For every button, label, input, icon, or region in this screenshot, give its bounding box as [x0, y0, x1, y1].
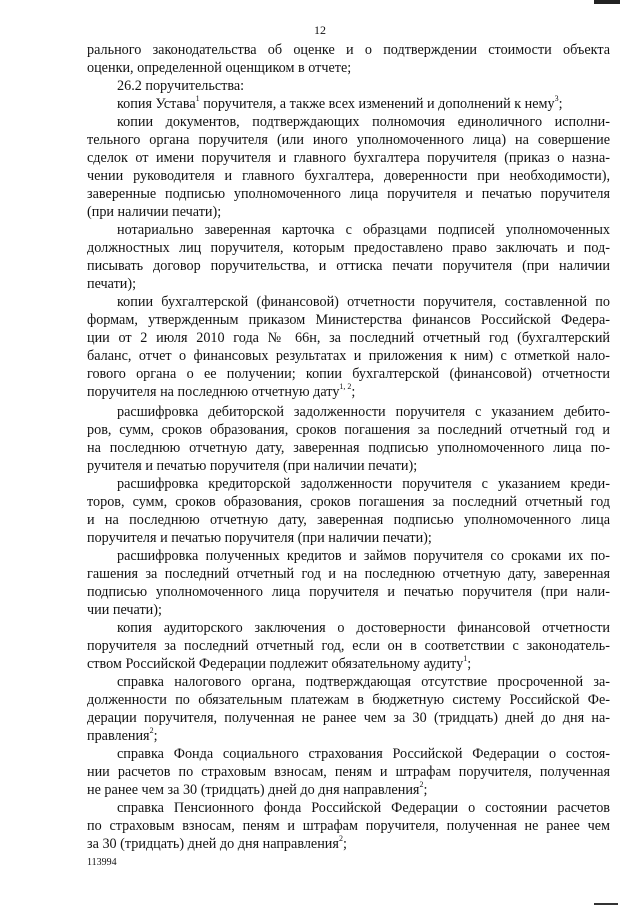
text-line: [87, 41, 610, 59]
footnote-marker: 2: [338, 834, 343, 844]
text-line: [87, 601, 610, 619]
text-line-content: и на последнюю отчетную дату, заверенная подписью уполномоченного лица: [87, 512, 610, 528]
text-line-content: торов, сумм, сроков образования, сроков погашения за последний отчетный год: [87, 494, 610, 510]
text-line-content: печати);: [87, 276, 137, 292]
text-line: [87, 457, 610, 475]
text-line-content: нотариально заверенная карточка с образцами подписей уполномоченных: [117, 222, 610, 238]
text-line-content: ции от 2 июля 2010 года № 66н, за последний отчетный год (бухгалтерский: [87, 330, 610, 346]
text-line-content: ;: [467, 656, 472, 672]
text-line-content: за 30 (тридцать) дней до дня направления: [87, 836, 339, 852]
text-line-content: расшифровка дебиторской задолженности поручителя с указанием дебито-: [117, 404, 610, 420]
text-line-content: ;: [342, 836, 347, 852]
text-line-content: не ранее чем за 30 (тридцать) дней до дня направления: [87, 782, 420, 798]
text-line: [117, 221, 610, 239]
text-line: [87, 59, 610, 77]
footnote-marker: 1: [463, 654, 468, 664]
text-line-content: нии расчетов по страховым взносам, пеням и штрафам поручителя, полученная: [87, 764, 610, 780]
text-line: [87, 691, 610, 709]
text-line: [117, 673, 610, 691]
footnote-marker: 1, 2: [339, 382, 352, 392]
text-line-content: на последнюю отчетную дату, заверенная подписью уполномоченного лица по-: [87, 440, 610, 456]
text-line: [87, 239, 610, 257]
text-line-content: поручителя и печатью поручителя (при наличии печати);: [87, 530, 432, 546]
footnote-marker: 1: [195, 94, 200, 104]
text-line-content: правления: [87, 728, 150, 744]
text-line: [87, 493, 610, 511]
text-line-content: ством Российской Федерации подлежит обязательному аудиту: [87, 656, 464, 672]
text-line: [117, 95, 610, 113]
footnote-marker: 3: [554, 94, 559, 104]
footnote-marker: 2: [419, 780, 424, 790]
text-line-content: тельного органа поручителя (или иного уполномоченного лица) на совершение: [87, 132, 610, 148]
text-line-content: (при наличии печати);: [87, 204, 222, 220]
text-line: [117, 745, 610, 763]
text-line: [117, 77, 610, 95]
text-line: [87, 835, 610, 853]
text-line: [87, 149, 610, 167]
page-number: 12: [314, 23, 326, 37]
text-line-content: ;: [153, 728, 158, 744]
text-line: [117, 619, 610, 637]
text-line-content: ;: [423, 782, 428, 798]
footnote-marker: 2: [149, 726, 154, 736]
text-line: [87, 167, 610, 185]
text-line-content: должностных лиц поручителя, которым предоставлено право заключать и под-: [87, 240, 610, 256]
text-line: [117, 547, 610, 565]
text-line: [87, 257, 610, 275]
text-line: [87, 421, 610, 439]
text-line-content: копии бухгалтерской (финансовой) отчетности поручителя, составленной по: [117, 294, 610, 310]
text-line: [87, 329, 610, 347]
text-line-content: ;: [558, 96, 563, 112]
text-line: [117, 475, 610, 493]
text-line-content: долженности по обязательным платежам в бюджетную систему Российской Фе-: [87, 692, 610, 708]
text-line-content: ров, сумм, сроков образования, сроков погашения за последний отчетный год и: [87, 422, 610, 438]
text-line-content: гового органа о ее получении; копии бухгалтерской (финансовой) отчетности: [87, 366, 610, 382]
text-line: [87, 763, 610, 781]
text-line-content: дерации поручителя, полученная не ранее чем за 30 (тридцать) дней до дня на-: [87, 710, 610, 726]
text-line: [87, 781, 610, 799]
footer-code: 113994: [87, 857, 117, 868]
text-line-content: формам, утвержденным приказом Министерства финансов Российской Федера-: [87, 312, 610, 328]
text-line-content: ;: [351, 384, 356, 400]
text-line: [87, 565, 610, 583]
text-line: [87, 529, 610, 547]
text-line: [87, 637, 610, 655]
text-line-content: ручителя и печатью поручителя (при наличии печати);: [87, 458, 418, 474]
text-line-content: справка Пенсионного фонда Российской Федерации о состоянии расчетов: [117, 800, 610, 816]
text-line: [117, 799, 610, 817]
text-line: [87, 275, 610, 293]
text-line: [87, 131, 610, 149]
text-line-content: писывать договор поручительства, и оттиска печати поручителя (при наличии: [87, 258, 610, 274]
scan-corner-mark: [594, 0, 620, 4]
text-line: [117, 403, 610, 421]
text-line-content: сделок от имени поручителя и главного бухгалтера поручителя (приказ о назна-: [87, 150, 610, 166]
text-line-content: справка Фонда социального страхования Российской Федерации о состоя-: [117, 746, 610, 762]
text-line: [87, 185, 610, 203]
text-line: [117, 293, 610, 311]
text-line: [87, 365, 610, 383]
text-line-content: копии документов, подтверждающих полномочия единоличного исполни-: [117, 114, 610, 130]
text-line-content: по страховым взносам, пеням и штрафам поручителя, полученная не ранее чем: [87, 818, 610, 834]
text-line-content: поручителя, а также всех изменений и дополнений к нему: [199, 96, 555, 112]
text-line-content: расшифровка полученных кредитов и займов поручителя со сроками их по-: [117, 548, 610, 564]
text-line: [87, 727, 610, 745]
text-line-content: рального законодательства об оценке и о подтверждении стоимости объекта: [87, 42, 610, 58]
text-line-content: 26.2 поручительства:: [117, 78, 245, 94]
text-line: [87, 311, 610, 329]
text-line-content: копия аудиторского заключения о достоверности финансовой отчетности: [117, 620, 610, 636]
text-line: [87, 383, 610, 401]
text-line-content: справка налогового органа, подтверждающая отсутствие просроченной за-: [117, 674, 610, 690]
text-line: [87, 203, 610, 221]
text-line: [87, 511, 610, 529]
text-line-content: чии печати);: [87, 602, 162, 618]
text-line: [87, 347, 610, 365]
text-line: [87, 817, 610, 835]
text-line-content: гашения за последний отчетный год и на последнюю отчетную дату, заверенная: [87, 566, 610, 582]
text-line-content: расшифровка кредиторской задолженности поручителя с указанием креди-: [117, 476, 610, 492]
text-line-content: поручителя на последнюю отчетную дату: [87, 384, 340, 400]
text-line: [87, 655, 610, 673]
text-line: [87, 583, 610, 601]
text-line-content: оценки, определенной оценщиком в отчете;: [87, 60, 352, 76]
text-line-content: чении руководителя и главного бухгалтера, доверенности при необходимости),: [87, 168, 610, 184]
text-line: [87, 709, 610, 727]
text-line-content: копия Устава: [117, 96, 196, 112]
text-line-content: заверенные подписью уполномоченного лица поручителя и печатью поручителя: [87, 186, 610, 202]
text-line-content: поручителя за последний отчетный год, если он в соответствии с законодатель-: [87, 638, 610, 654]
text-line: [117, 113, 610, 131]
text-line: [87, 439, 610, 457]
text-line-content: баланс, отчет о финансовых результатах и приложения к ним) с отметкой нало-: [87, 348, 610, 364]
text-line-content: подписью уполномоченного лица поручителя и печатью поручителя (при нали-: [87, 584, 610, 600]
